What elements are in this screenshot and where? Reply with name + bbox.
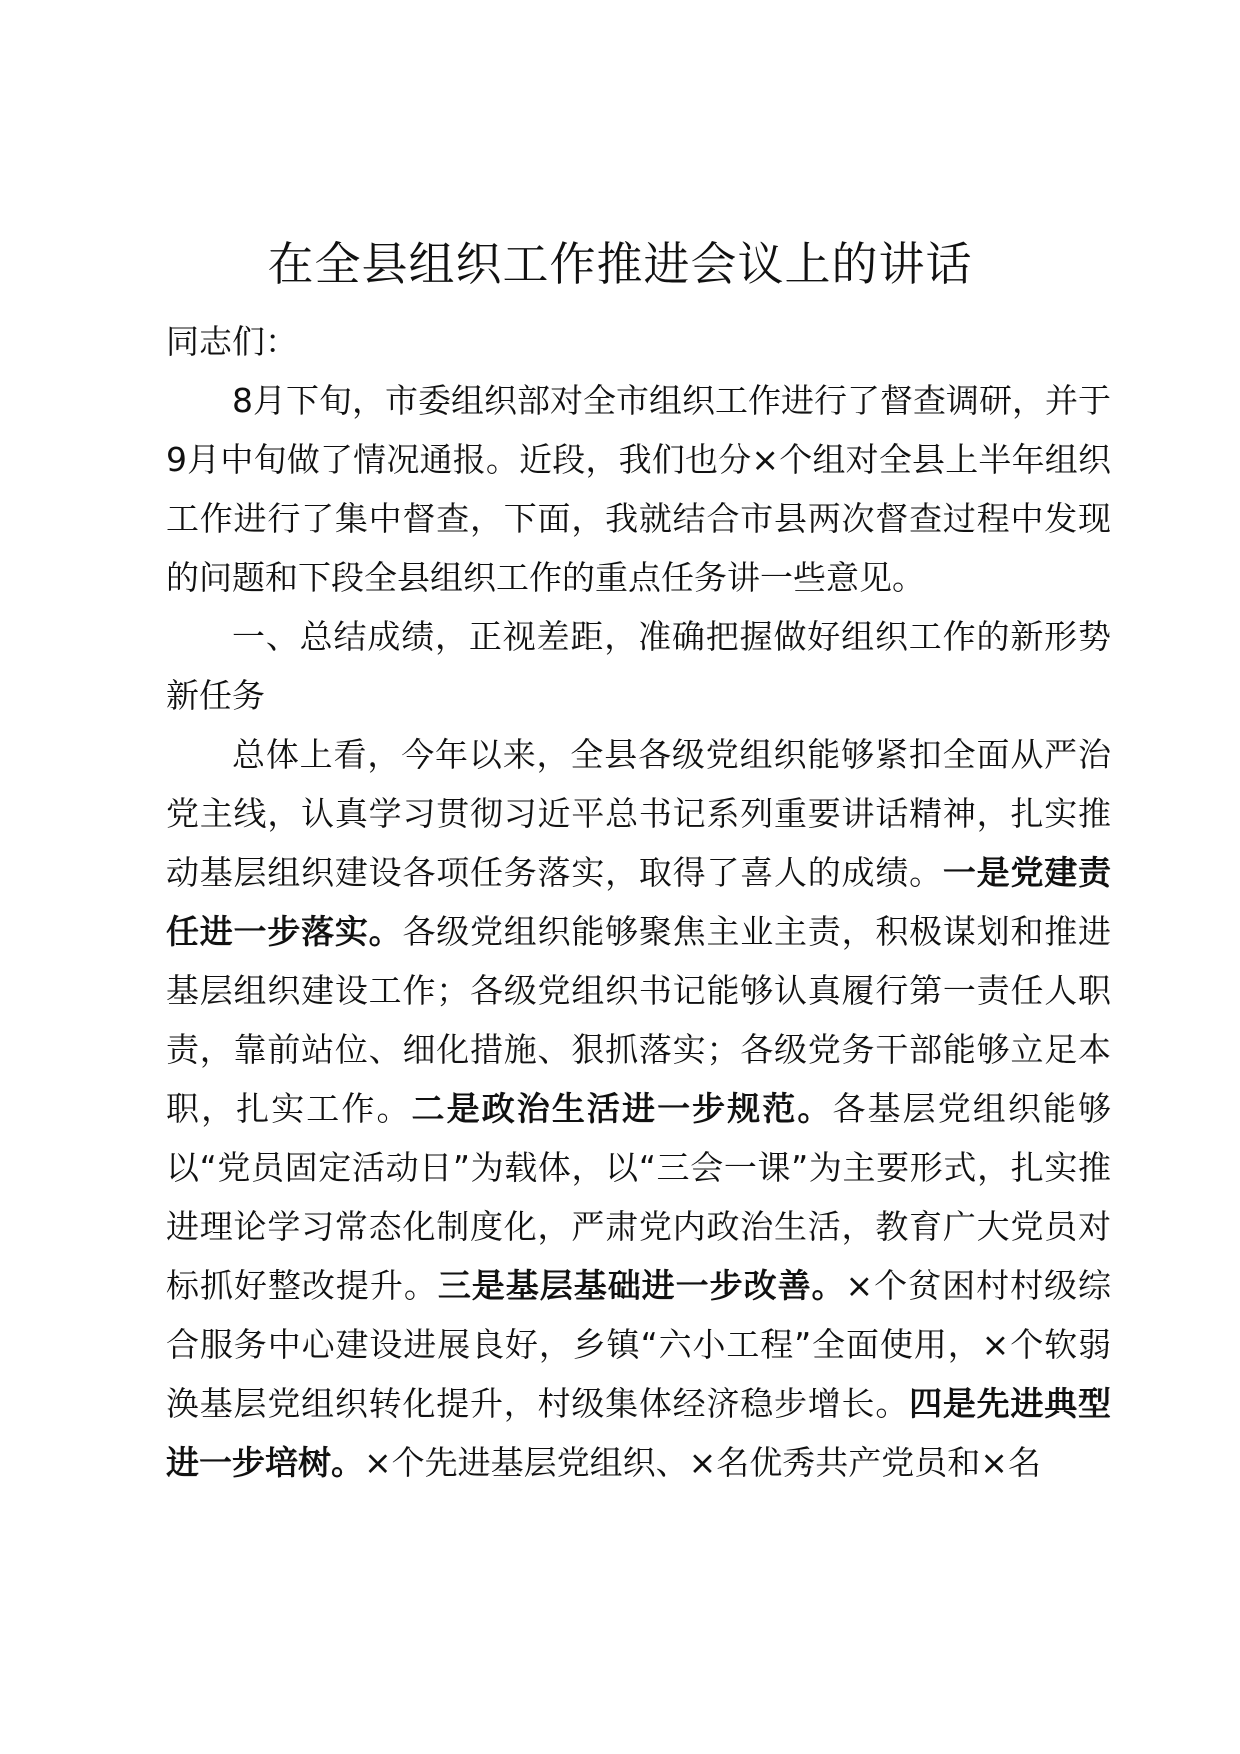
summary-paragraph — [166, 725, 1111, 1492]
intro-paragraph: 8月下旬，市委组织部对全市组织工作进行了督查调研，并于9月中旬做了情况通报。近段，我们也分×个组对全县上半年组织工作进行了集中督查，下面，我就结合市县两次督查过程中发现的问题和下段全县组织工作的重点任务讲一些意见。 — [166, 381, 1111, 597]
point-4-title: 四是先进典型进一步培树。 — [166, 1384, 1112, 1482]
section-heading: 一、总结成绩，正视差距，准确把握做好组织工作的新形势新任务 — [166, 617, 1111, 715]
point-3-title: 三是基层基础进一步改善。 — [437, 1266, 846, 1305]
point-4-text: ×个先进基层党组织、×名优秀共产党员和×名 — [364, 1443, 1041, 1482]
page-title: 在全县组织工作推进会议上的讲话 — [267, 237, 973, 291]
point-2-title: 二是政治生活进一步规范。 — [411, 1089, 833, 1128]
point-2-text: 各基层党组织能够以“党员固定活动日”为载体，以“三会一课”为主要形式，扎实推进理论学习常态化制度化，严肃党内政治生活，教育广大党员对标抓好整改提升。 — [166, 1089, 1112, 1305]
document-body — [166, 312, 1111, 1492]
point-1-text: 各级党组织能够聚焦主业主责，积极谋划和推进基层组织建设工作；各级党组织书记能够认真履行第一责任人职责，靠前站位、细化措施、狠抓落实；各级党务干部能够立足本职，扎实工作。 — [166, 912, 1112, 1128]
point-1-title: 一是党建责任进一步落实。 — [166, 853, 1112, 951]
salutation: 同志们： — [166, 322, 298, 361]
summary-lead: 总体上看，今年以来，全县各级党组织能够紧扣全面从严治党主线，认真学习贯彻习近平总书记系列重要讲话精神，扎实推动基层组织建设各项任务落实，取得了喜人的成绩。 — [166, 735, 1111, 892]
point-3-text: ×个贫困村村级综合服务中心建设进展良好，乡镇“六小工程”全面使用，×个软弱涣基层党组织转化提升，村级集体经济稳步增长。 — [166, 1266, 1112, 1423]
